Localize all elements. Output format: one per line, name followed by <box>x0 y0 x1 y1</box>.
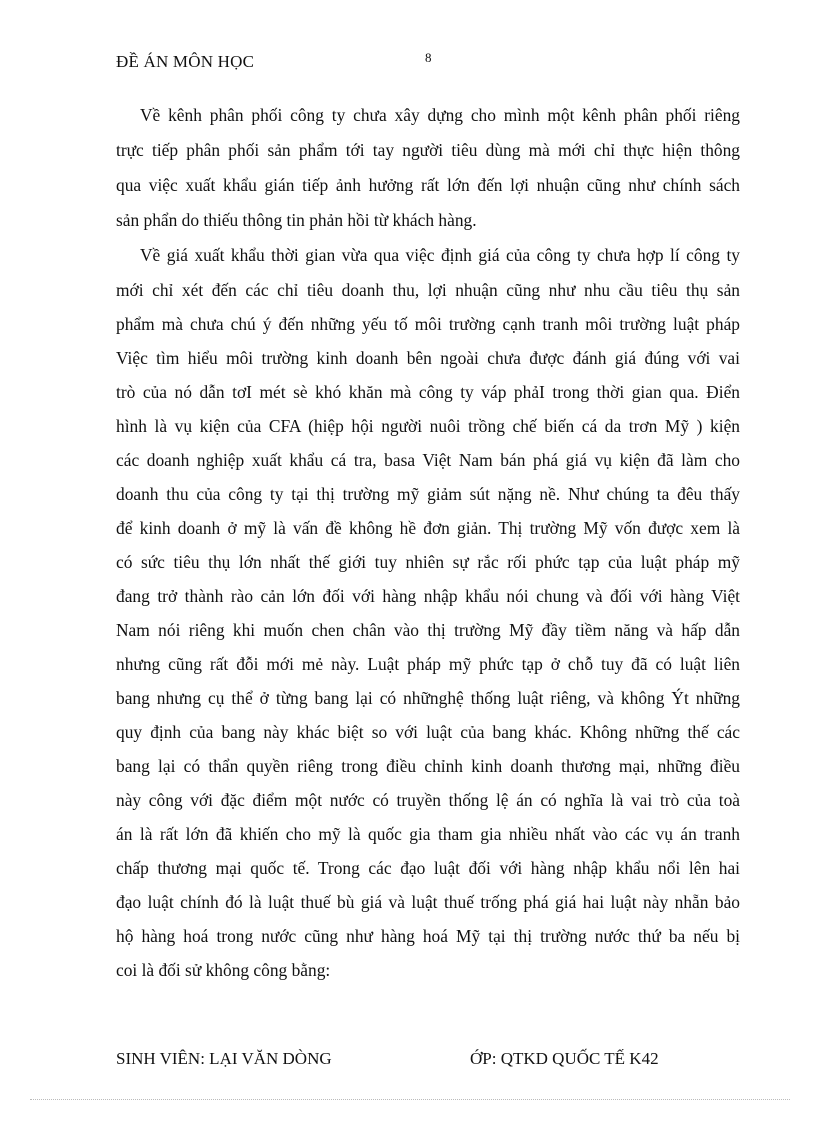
text-line: này công với đặc điểm một nước có truyền thống lệ án có nghĩa là vai trò của toà <box>116 790 740 810</box>
text-line: qua việc xuất khẩu gián tiếp ảnh hưởng rất lớn đến lợi nhuận cũng như chính sách <box>116 175 740 195</box>
text-line: phẩm mà chưa chú ý đến những yếu tố môi trường cạnh tranh môi trường luật pháp <box>116 314 740 334</box>
text-line: bang lại có thẩn quyền riêng trong điều chỉnh kinh doanh thương mại, những điều <box>116 756 740 776</box>
text-line: có sức tiêu thụ lớn nhất thế giới tuy nhiên sự rắc rối phức tạp của luật pháp mỹ <box>116 552 740 572</box>
document-title: ĐỀ ÁN MÔN HỌC <box>116 52 255 71</box>
student-name: SINH VIÊN: LẠI VĂN DÒNG <box>116 1049 332 1068</box>
text-line: các doanh nghiệp xuất khẩu cá tra, basa Việt Nam bán phá giá vụ kiện đã làm cho <box>116 450 740 470</box>
text-line: hình là vụ kiện của CFA (hiệp hội người nuôi trồng chế biến cá da trơn Mỹ ) kiện <box>116 416 740 436</box>
page-number: 8 <box>425 50 432 65</box>
text-line: để kinh doanh ở mỹ là vấn đề không hề đơn giản. Thị trường Mỹ vốn được xem là <box>116 518 740 538</box>
text-line: hộ hàng hoá trong nước cũng như hàng hoá Mỹ tại thị trường nước thứ ba nếu bị <box>116 926 740 946</box>
text-line: Nam nói riêng khi muốn chen chân vào thị trường Mỹ đầy tiềm năng và hấp dẫn <box>116 620 740 640</box>
text-line: án là rất lớn đã khiến cho mỹ là quốc gia tham gia nhiều nhất vào các vụ án tranh <box>116 824 740 844</box>
text-line: mới chỉ xét đến các chỉ tiêu doanh thu, lợi nhuận cũng như nhu cầu tiêu thụ sản <box>116 280 740 300</box>
text-line: quy định của bang này khác biệt so với luật của bang khác. Không những thế các <box>116 722 740 742</box>
text-line: đạo luật chính đó là luật thuế bù giá và luật thuế trống phá giá hai luật này nhẵn bảo <box>116 892 740 912</box>
text-line: nhưng cũng rất đỗi mới mẻ này. Luật pháp mỹ phức tạp ở chỗ tuy đã có luật liên <box>116 654 740 674</box>
text-line: bang nhưng cụ thể ở từng bang lại có nhữnghệ thống luật riêng, và không Ýt những <box>116 688 740 708</box>
text-line: trò của nó dẫn tơI mét sè khó khăn mà công ty váp phảI trong thời gian qua. Điển <box>116 382 740 402</box>
text-line: Về giá xuất khẩu thời gian vừa qua việc định giá của công ty chưa hợp lí công ty <box>140 245 740 265</box>
text-line: coi là đối sử không công bằng: <box>116 960 331 980</box>
class-name: ỚP: QTKD QUỐC TẾ K42 <box>470 1049 659 1068</box>
text-line: trực tiếp phân phối sản phẩm tới tay người tiêu dùng mà mới chỉ thực hiện thông <box>116 140 740 160</box>
text-line: đang trở thành rào cản lớn đối với hàng nhập khẩu nói chung và đối với hàng Việt <box>116 586 740 606</box>
text-line: Về kênh phân phối công ty chưa xây dựng cho mình một kênh phân phối riêng <box>140 105 740 125</box>
footer-divider <box>30 1099 790 1100</box>
text-line: Việc tìm hiểu môi trường kinh doanh bên ngoài chưa được đánh giá đúng với vai <box>116 348 740 368</box>
text-line: sản phẩn do thiếu thông tin phản hồi từ khách hàng. <box>116 210 477 230</box>
text-line: chấp thương mại quốc tế. Trong các đạo luật đối với hàng nhập khẩu nổi lên hai <box>116 858 740 878</box>
text-line: doanh thu của công ty tại thị trường mỹ giảm sút nặng nề. Như chúng ta đêu thấy <box>116 484 740 504</box>
